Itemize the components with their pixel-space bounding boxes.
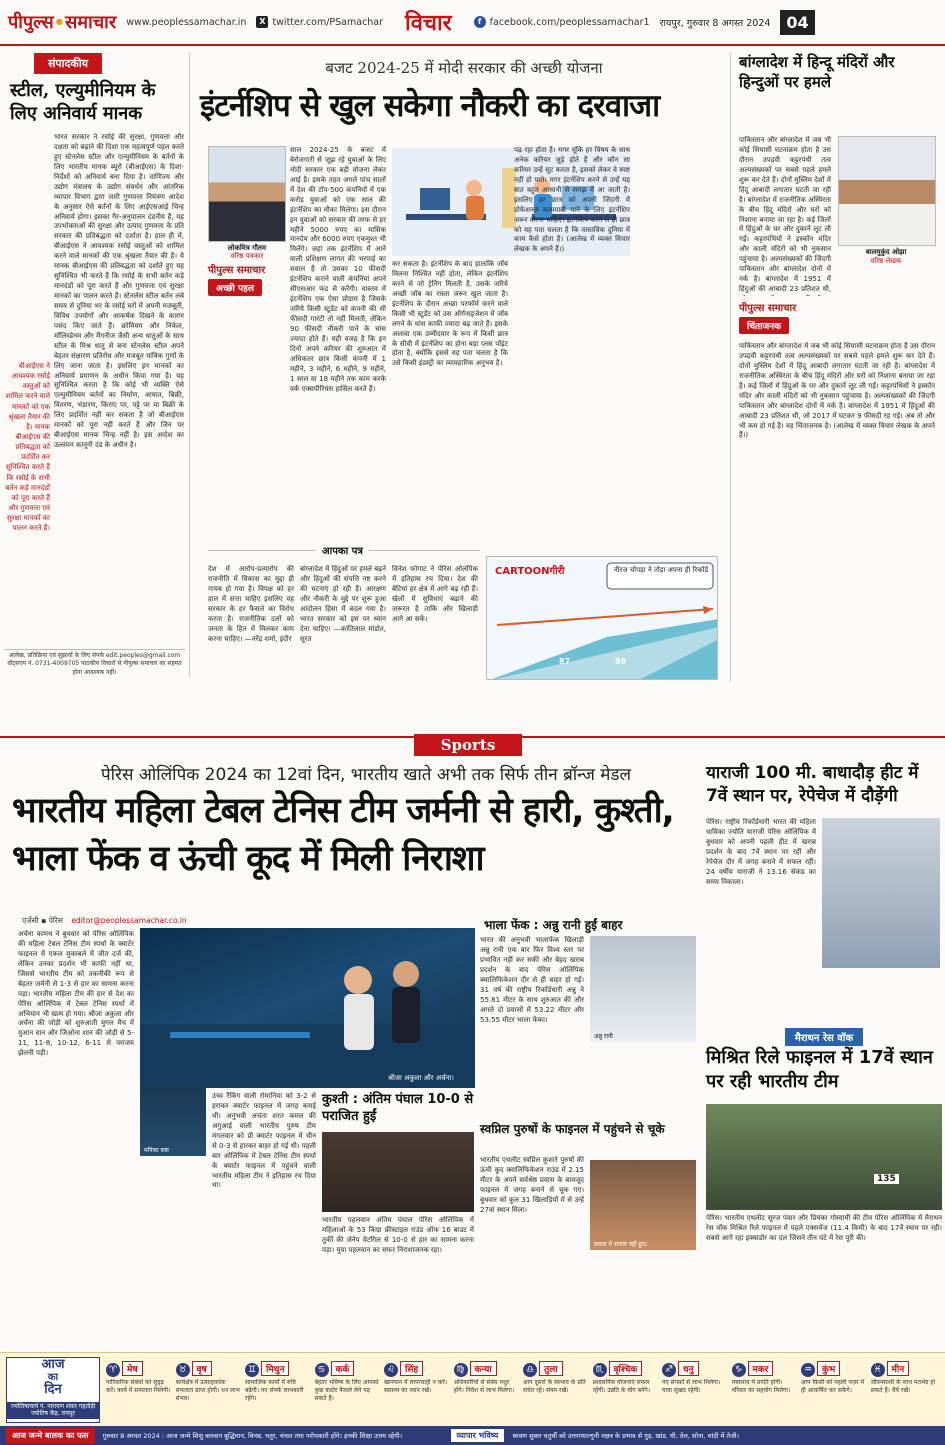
cartoon-lane-87: 87 xyxy=(559,657,571,666)
footer-bar xyxy=(0,1426,945,1445)
yaraji-photo xyxy=(822,818,940,968)
sign-prediction: व्यवसाय में प्रगति होगी। परिवार का सहयोग मिलेगा। xyxy=(731,1379,791,1394)
sign-name: तुला xyxy=(539,1361,563,1376)
bangladesh-column xyxy=(730,52,938,682)
sign-name: कन्या xyxy=(470,1361,497,1376)
sign-name: कुंभ xyxy=(817,1361,840,1376)
birth-fruit-text: गुरुवार 8 अगस्त 2024 : आज जन्मे शिशु बलवान बुद्धिमान, विनम्र, चतुर, चंचल तथा परोपकारी होंगे। इनकी शिक्षा उत्तम रहेगी। xyxy=(102,1432,403,1440)
facebook-link[interactable] xyxy=(474,16,650,28)
dateline: रायपुर, गुरुवार 8 अगस्त 2024 xyxy=(659,17,771,29)
horoscope-sign xyxy=(245,1357,311,1423)
editorial-body xyxy=(4,133,184,633)
table-tennis-photo xyxy=(140,928,475,1088)
author-role: वरिष्ठ पत्रकार xyxy=(230,252,264,260)
horoscope-title-2: का xyxy=(47,1372,59,1384)
feature-col-1: साल 2024-25 के बजट में बेरोजगारी से जूझ रहे युवाओं के लिए मोदी सरकार एक बड़ी योजना लेकर आई है। इसके तहत अगले पांच सालों में देश की टॉप-500 कंपनियों में एक करोड़ युवाओं को एक साल की इंटर्नशिप का मौका मिलेगा। इस दौरान इन युवाओं को सरकार की तरफ से हर महीने 5000 रुपए का मासिक मानदेय और 6000 रुपए एकमुश्त भी मिलेंगे। जहां तक इंटर्नशिप में आने वाली प्रशिक्षण लागत की भरपाई का सवाल है तो उसका 10 फीसदी इंटर्नशिप कराने वाली कंपनियां अपने सीएसआर फंड से करेंगी। वास्तव में इंटर्नशिप एक ऐसा प्रोग्राम है जिसके जरिये किसी स्टूडेंट को कंपनी की सी फीसदी गारंटी तो नहीं मिलती, लेकिन 90 फीसदी नौकरी पाने के चांस ज्यादा होते हैं। यही वजह है कि इन दिनों अपने करियर की शुरुआत में अधिकतर छात्र किसी कंपनी में 1 महीने, 3 महीने, 6 महीने, 9 महीने, 1 साल या 18 महीने तक काम करके वर्क एक्सपीरियंस हासिल करते हैं। xyxy=(290,146,386,393)
editorial-pull-quote: बीआईएस ने आवश्यक रसोई वस्तुओं को शामिल करने वाले मानकों को एक श्रृंखला तैयार की है। मानक बीआईएस की प्रतिबद्धता को प्रदर्शित कर सुनिश्चित करते हैं कि रसोई के सभी बर्तन कड़े मानदंडों को पूरा करते हैं और गुणवत्ता एवं सुरक्षा मानकों का पालन करते हैं। xyxy=(5,362,50,533)
letter-1: देश में आरोप-प्रत्यारोप की राजनीति में विकास का मुद्दा ही गायब हो गया है। विपक्ष को हर हाल में सत्ता चाहिए इसलिए वह सरकार के हर फैसले का विरोध करता है। राजनीतिक दलों को जनता के हित में मिलकर काम करना चाहिए। —नरेंद्र शर्मा, इंदौर xyxy=(208,565,294,643)
horoscope-sign xyxy=(801,1357,867,1423)
sports-email[interactable]: editor@peoplessamachar.co.in xyxy=(71,916,187,925)
letter-3: विनेश फोगाट ने पेरिस ओलंपिक में इतिहास रच दिया। देश की बेटियां हर क्षेत्र में आगे बढ़ रही हैं। खेलों में सुविधाएं बढ़ाने की जरूरत है ताकि और खिलाड़ी आगे आ सकें। xyxy=(392,565,478,623)
vyapar-tag: व्यापार भविष्य xyxy=(451,1429,505,1442)
horoscope-sign xyxy=(315,1357,381,1423)
sign-prediction: अधिकारियों से संबंध मधुर होंगे। निवेश से लाभ मिलेगा। xyxy=(453,1379,515,1394)
zodiac-icon: ♒ xyxy=(801,1363,815,1377)
x-icon: X xyxy=(256,16,268,28)
editorial-footer: आलेख, प्रतिक्रिया एवं सुझावों के लिए संपर्क edit.peoples@gmail.com वॉट्सएप नं. 0731-4009705 पाठकीय विचारों से पीपुल्स समाचार का सहमत होना आवश्यक नहीं। xyxy=(4,649,185,677)
zodiac-icon: ♏ xyxy=(593,1363,607,1377)
feature-col-2: कर सकता है। इंटर्नशिप के बाद हालांकि जॉब मिलना निश्चित नहीं होता, लेकिन इंटर्नशिप करने से जो ट्रेनिंग मिलती है, उसके जरिये अच्छी जॉब का रास्ता जरूर खुल जाता है। इंटर्नशिप के दौरान अच्छा परफॉर्म करने वाले किसी भी स्टूडेंट को उस ऑर्गनाइजेशन में जॉब लगने के चांस काफी ज्यादा बढ़ जाते हैं। इसके अलावा एक उम्मीदवार के रूप में किसी छात्र के सीवी में इंटर्नशिप का होना बड़ा प्लस पॉइंट होता है, क्योंकि इससे यह पता चलता है कि उसे किसी इंडस्ट्री का व्यावहारिक अनुभव है। xyxy=(392,260,508,368)
photo-caption-1: श्रीजा अकुला और अर्चना। xyxy=(388,1074,454,1082)
feature-kicker: बजट 2024-25 में मोदी सरकार की अच्छी योजना xyxy=(325,59,603,77)
editorial-headline: स्टील, एल्युमीनियम के लिए अनिवार्य मानक xyxy=(10,80,156,124)
horoscope-sign xyxy=(593,1357,659,1423)
sports-agency: एजेंसी ▪ पेरिस xyxy=(22,916,63,925)
sign-prediction: आप दूसरों के स्वभाव के प्रति सचेत रहें। संयम रखें। xyxy=(523,1379,586,1394)
bangladesh-author-name: बालमुकुंद ओझा xyxy=(865,248,907,256)
table-tennis-svg xyxy=(140,928,475,1088)
feature-col-3: पढ़ रहा होता है। मगर चूंकि हर विषय के साथ अनेक करियर जुड़े होते हैं और कौन सा करियर उन्हें सूट करता है, इसको लेकर वे स्पष्ट नहीं हो पाते। मगर इंटर्नशिप करने से उन्हें यह बात बहुत आसानी से समझ में आ जाती है। इसलिए हर छात्र को अपनी जिंदगी में प्रोफेशनल कामयाबी पाने के लिए इंटर्नशिप जरूर करना चाहिए। इंटर्नशिप करने से ही छात्र को यह पता चलता है कि वास्तविक दुनिया में काम कैसे होता है। (आलेख में व्यक्त विचार लेखक के अपने हैं।) xyxy=(514,146,630,254)
zodiac-icon: ♓ xyxy=(871,1363,885,1377)
bangladesh-intro: पाकिस्तान और बांग्लादेश में जब भी कोई सियासी घटनाक्रम होता है उस दौरान उपद्रवी कट्टरपंथी तत्व अल्पसंख्यकों पर सबसे पहले हमले शुरू कर देते हैं। दोनों मुस्लिम देशों में हिंदू आबादी लगातार घटती जा रही है। बांग्लादेश में राजनीतिक अस्थिरता के बीच हिंदू मंदिरों और घरों को निशाना बनाया जा रहा है। कई जिलों में हिंदुओं के घर और दुकानें लूट ली गईं। कट्टरपंथियों ने इस्कॉन मंदिर और काली मंदिरों को भी नुकसान पहुंचाया है। अल्पसंख्यकों की जिंदगी पाकिस्तान और बांग्लादेश दोनों में नर्क है। बांग्लादेश में 1951 में हिंदुओं की आबादी 23 प्रतिशत थी, xyxy=(739,136,831,294)
sign-prediction: प्रशासनिक योजनाएं सफल रहेंगी। उन्नति के योग बनेंगे। xyxy=(592,1379,651,1394)
horoscope-sign xyxy=(523,1357,589,1423)
twitter-link[interactable] xyxy=(256,16,383,28)
zodiac-icon: ♋ xyxy=(315,1363,329,1377)
sign-prediction: बेहतर भविष्य के लिए आपको कुछ कठोर फैसले लेने पड़ सकते हैं। xyxy=(314,1379,379,1402)
horoscope-sign xyxy=(662,1357,728,1423)
marathon-headline: मिश्रित रिले फाइनल में 17वें स्थान पर रही भारतीय टीम xyxy=(706,1047,933,1093)
sign-name: मेष xyxy=(122,1361,143,1376)
bangladesh-author-photo xyxy=(838,136,936,246)
zodiac-icon: ♊ xyxy=(245,1363,259,1377)
zodiac-icon: ♑ xyxy=(732,1363,746,1377)
javelin-headline: भाला फेंक : अन्नु रानी हुईं बाहर xyxy=(484,918,623,932)
sign-prediction: नए संपर्कों से लाभ मिलेगा। यात्रा सुखद रहेगी। xyxy=(662,1379,721,1394)
vyapar-text: श्रावण शुक्ल चतुर्थी को उत्तराफाल्गुनी नक्षत्र के प्रभाव से गुड़, खांड, घी, तेल, सोना, चांदी में तेजी। xyxy=(512,1432,740,1440)
brand-dot: • xyxy=(53,12,66,33)
sports-col-2: उच्च रैंकिंग वाली रोमानिया को 3-2 से हराकर क्वार्टर फाइनल में जगह बनाई थी। अनुभवी अचंता शरत कमल की अगुआई वाली भारतीय पुरुष टीम मंगलवार को प्री क्वार्टर फाइनल में चीन से 0-3 से हारकर बाहर हो गई थी। पहली बार ओलिंपिक में टेबल टेनिस टीम स्पर्धा के क्वार्टर फाइनल में पहुंचने वाली भारतीय महिला टीम ने इतिहास रच दिया था। xyxy=(212,1092,316,1190)
sign-name: मिथुन xyxy=(261,1361,289,1376)
marathon-photo xyxy=(706,1104,942,1210)
sign-prediction: पारिवारिक संबंधों को सुदृढ़ करें। कार्य में सफलता मिलेगी। xyxy=(106,1379,171,1394)
horoscope-sign xyxy=(871,1357,937,1423)
zodiac-icon: ♍ xyxy=(454,1363,468,1377)
bangladesh-logo xyxy=(739,300,835,334)
feature-logo xyxy=(208,262,286,296)
horoscope-sign xyxy=(454,1357,520,1423)
masthead xyxy=(0,0,945,46)
wrestling-body: भारतीय पहलवान अंतिम पंघाल पेरिस ओलिंपिक में महिलाओं के 53 किग्रा फ्रीस्टाइल राउंड ऑफ 16 बाउट में तुर्की की जेनेप येटगिल से 10-0 से हार का सामना करना पड़ा। युवा पहलवान का सफर निराशाजनक रहा। xyxy=(322,1216,474,1254)
zodiac-icon: ♐ xyxy=(662,1363,676,1377)
facebook-text[interactable]: facebook.com/peoplessamachar1 xyxy=(489,16,650,28)
bangladesh-author-role: वरिष्ठ लेखक xyxy=(870,257,902,265)
horoscope-sign xyxy=(106,1357,172,1423)
author-photo xyxy=(208,146,286,242)
website-link[interactable] xyxy=(126,17,246,28)
editorial-text: भारत सरकार ने रसोई की सुरक्षा, गुणवत्ता और दक्षता को बढ़ाने की दिशा एक महत्वपूर्ण पहल करते हुए स्टेनलेस स्टील और एल्युमीनियम के बर्तनों के लिए भारतीय मानक ब्यूरो (बीआईएस) के दिशा-निर्देशों को अनिवार्य बना दिया है। वाणिज्य और उद्योग मंत्रालय के उद्योग संवर्धन और आंतरिक व्यापार विभाग द्वारा जारी गुणवत्ता नियंत्रण आदेश के अनुसार ऐसे बर्तनों के लिए आईएसआई चिन्ह अनिवार्य होगा। इसका गैर-अनुपालन दंडनीय है, यह उपभोक्ताओं की सुरक्षा और उत्पाद गुणवत्ता के प्रति सरकार की प्रतिबद्धता को दर्शाता है। हाल ही में, बीआईएस ने आवश्यक रसोई वस्तुओं को शामिल करने वाले मानकों की एक श्रृंखला तैयार की है। ये मानक बीआईएस की प्रतिबद्धता को दर्शाते हुए यह सुनिश्चित भी करते हैं कि रसोई के सभी बर्तन कड़े मानदंडों को पूरा करते हैं और गुणवत्ता एवं सुरक्षा मानकों का पालन करते हैं। स्टेनलेस स्टील बर्तन लंबे समय से दुनिया भर के रसोई घरों में अपनी मजबूती, विविध उपयोगों और आकर्षक दिखने के कारण पसंद किए जाते हैं। क्रोमियम और निकेल, मॉलिब्डेनम और मैंगनीज जैसी अन्य धातुओं के साथ स्टील के मिश्र धातु से बना स्टेनलेस स्टील अपने बेहतर संक्षारण प्रतिरोध और मजबूत यांत्रिक गुणों के लिए जाना जाता है। इसलिए इन मानकों का अनिवार्य प्रमाणन के अधीन किया गया है। यह सुनिश्चित करता है कि कोई भी व्यक्ति ऐसे एल्युमीनियम बर्तनों का निर्माण, आयात, बिक्री, वितरण, भंडारण, किराए पर, पट्टे पर या बिक्री के लिए प्रदर्शित नहीं कर सकता है जो बीआईएस मानकों को पूरा नहीं करते हैं और जिन पर बीआईएस मानक चिन्ह नहीं है। इस आदेश का उल्लंघन कानूनी दंड के अधीन है। xyxy=(54,133,184,450)
sign-name: मीन xyxy=(887,1361,910,1376)
yaraji-story xyxy=(706,762,942,1242)
horoscope-sign xyxy=(176,1357,242,1423)
cartoon-lane-89: 89 xyxy=(615,657,627,666)
javelin-photo xyxy=(590,936,696,1042)
marathon-body: पेरिस। भारतीय एथलीट सूरज पंवार और प्रियंका गोस्वामी की टीम पेरिस ओलिंपिक में मैराथन रेस वॉक मिश्रित रिले फाइनल में पहले एक्सचेंज (11.4 किमी) के बाद 17वें स्थान पर रही। सबसे आगे रहा इक्वाडोर का दल जिसने तीन घंटे में रेस पूरी की। xyxy=(706,1214,942,1242)
horoscope-title-box xyxy=(6,1357,100,1423)
sign-name: मकर xyxy=(748,1361,774,1376)
birth-fruit-tag: आज जन्मे बालक का फल xyxy=(6,1428,95,1443)
yaraji-body: पेरिस। राष्ट्रीय रिकॉर्डधारी भारत की महिला धाविका ज्योति याराजी पेरिस ओलिंपिक में बुधवार को अपनी पहली हीट में खराब प्रदर्शन के बाद 7वें स्थान पर रहीं और रेपेचेज दौर में जगह बनाने में सफल रहीं। 24 वर्षीय याराजी ने 13.16 सेकंड का समय निकाला। xyxy=(706,818,816,886)
sign-name: धनु xyxy=(678,1361,699,1376)
horoscope-title-3: दिन xyxy=(44,1382,62,1398)
section-title: विचार xyxy=(405,10,452,36)
sign-name: सिंह xyxy=(400,1361,423,1376)
zodiac-icon: ♌ xyxy=(384,1363,398,1377)
website-text[interactable]: www.peoplessamachar.in xyxy=(126,16,247,28)
sports-kicker: पेरिस ओलिंपिक 2024 का 12वां दिन, भारतीय खाते अभी तक सिर्फ तीन ब्रॉन्ज मेडल xyxy=(100,765,632,785)
photo-caption-4: अन्नु रानी xyxy=(594,1033,613,1040)
bangladesh-pill: चिंताजनक xyxy=(739,317,789,334)
horoscope-title-1: आज xyxy=(41,1357,65,1372)
feature-pill: अच्छी पहल xyxy=(208,279,262,296)
photo-caption-2: मनिका बत्रा xyxy=(144,1147,169,1154)
cartoon-bubble: नीरज चोपड़ा ने तोड़ा अपना ही रिकॉर्ड xyxy=(613,566,709,574)
manika-photo xyxy=(140,1084,206,1156)
highjump-body: भारतीय एथलीट स्वप्निल कुशारे पुरुषों की ऊंची कूद क्वालिफिकेशन राउंड में 2.15 मीटर के अपने सर्वश्रेष्ठ प्रयास के बावजूद फाइनल में जगह बनाने से चूक गए। बुधवार को कुल 31 खिलाड़ियों में से उन्हें 27वां स्थान मिला। xyxy=(480,1156,584,1214)
highjump-headline: स्वप्निल पुरुषों के फाइनल में पहुंचने से चूके xyxy=(480,1122,665,1136)
sign-name: वृष xyxy=(192,1361,212,1376)
sports-headline: भारतीय महिला टेबल टेनिस टीम जर्मनी से हारी, कुश्ती, भाला फेंक व ऊंची कूद में मिली निराशा xyxy=(12,791,674,879)
letter-2: बांग्लादेश में हिंदुओं पर हमले बढ़ने और हिंदुओं की संपत्ति नष्ट करने की घटनाएं हो रही हैं। आरक्षण और नौकरी के मुद्दे पर शुरू हुआ आंदोलन हिंसा में बदल गया है। भारत सरकार को इस पर ध्यान देना चाहिए। —कांतिलाल मांडोत, सूरत xyxy=(300,565,386,643)
feature-logo-text: पीपुल्स समाचार xyxy=(208,265,266,276)
facebook-icon: f xyxy=(474,16,486,28)
editorial-tag: संपादकीय xyxy=(34,53,102,74)
marathon-tag: मैराथन रेस वॉक xyxy=(785,1028,863,1046)
zodiac-icon: ♈ xyxy=(106,1363,120,1377)
astrologer-name: ज्योतिषाचार्य पं. नारायण शंकर गहतोड़ी ज्योतिष केंद्र, रायपुर xyxy=(7,1402,99,1420)
zodiac-icon: ♉ xyxy=(176,1363,190,1377)
letters-tag: आपका पत्र xyxy=(316,543,369,557)
horoscope-strip xyxy=(0,1352,945,1426)
horoscope-sign xyxy=(732,1357,798,1423)
highjump-photo xyxy=(590,1160,696,1250)
cartoon-panel xyxy=(486,556,718,680)
brand-name: पीपुल्स xyxy=(8,12,54,33)
sign-prediction: जीवनसाथी के साथ मतभेद हो सकते हैं। धैर्य रखें। xyxy=(870,1379,936,1394)
sign-name: वृश्चिक xyxy=(609,1361,643,1376)
feature-headline: इंटर्नशिप से खुल सकेगा नौकरी का दरवाजा xyxy=(200,88,660,124)
sports-byline xyxy=(22,916,187,926)
bangladesh-logo-text: पीपुल्स समाचार xyxy=(739,303,797,314)
horoscope-sign xyxy=(384,1357,450,1423)
javelin-body: भारत की अनुभवी भालाफेंक खिलाड़ी अन्नु रानी एक बार फिर विश्व स्तर पर प्रभावित नहीं कर सकीं और बेहद खराब प्रदर्शन के बाद पेरिस ओलिंपिक क्वालिफिकेशन दौर से ही बाहर हो गईं। 31 वर्ष की राष्ट्रीय रिकॉर्डधारी अन्नु ने 55.81 मीटर के साथ शुरुआत की और अगले दो प्रयासों में 53.22 मीटर और 53.55 मीटर भाला फेंका। xyxy=(480,936,584,1024)
sign-prediction: सामाजिक कार्यों में रुचि बढ़ेगी। नए संपर्क लाभकारी रहेंगे। xyxy=(245,1379,304,1402)
author-name: लोकमित्र गौतम xyxy=(227,244,267,252)
brand-logo xyxy=(8,10,116,34)
sign-name: कर्क xyxy=(331,1361,355,1376)
wrestling-headline: कुश्ती : अंतिम पंघाल 10-0 से पराजित हुईं xyxy=(322,1092,474,1124)
sports-col-1: अर्चना कामथ ने बुधवार को पेरिस ओलिंपिक की महिला टेबल टेनिस टीम स्पर्धा के क्वार्टर फाइनल में एकल मुकाबले में जीत दर्ज की, लेकिन उनका प्रदर्शन भी काफी नहीं था, जिससे भारतीय टीम को तकनीकी रूप से बेहतर जर्मनी से 1-3 से हार का सामना करना पड़ा। भारतीय महिला टीम की हार से देश का पेरिस ओलिंपिक में टेबल टेनिस स्पर्धा में अभियान भी खत्म हो गया। श्रीजा अकुला और अर्चना की जोड़ी को शुरुआती युगल मैच में युआन वान और जिओना शान की जोड़ी से 5-11, 11-8, 10-12, 6-11 से पराजय झेलनी पड़ी। xyxy=(18,930,134,1058)
yaraji-headline: याराजी 100 मी. बाधादौड़ हीट में 7वें स्थान पर, रेपेचेज में दौड़ेंगी xyxy=(706,763,919,806)
sign-prediction: आप किसी को पहली नज़र में ही आकर्षित कर सकेंगे। xyxy=(801,1379,865,1394)
editorial-column xyxy=(4,52,190,677)
page-number: 04 xyxy=(780,10,814,35)
twitter-text[interactable]: twitter.com/PSamachar xyxy=(272,16,384,28)
marathon-bib: 135 xyxy=(874,1174,899,1184)
bangladesh-body: पाकिस्तान और बांग्लादेश में जब भी कोई सियासी घटनाक्रम होता है उस दौरान उपद्रवी कट्टरपंथी तत्व अल्पसंख्यकों पर सबसे पहले हमले शुरू कर देते हैं। दोनों मुस्लिम देशों में हिंदू आबादी लगातार घटती जा रही है। बांग्लादेश में राजनीतिक अस्थिरता के बीच हिंदू मंदिरों और घरों को निशाना बनाया जा रहा है। कई जिलों में हिंदुओं के घर और दुकानें लूट ली गईं। कट्टरपंथियों ने इस्कॉन मंदिर और काली मंदिरों को भी नुकसान पहुंचाया है। अल्पसंख्यकों की जिंदगी पाकिस्तान और बांग्लादेश दोनों में नर्क है। बांग्लादेश में 1951 में हिंदुओं की आबादी 23 प्रतिशत थी, जो 2017 में घटकर 9 फीसदी रह गई। अब तो और भी कम हो गई है। यह चिंताजनक है। (आलेख में व्यक्त विचार लेखक के अपने हैं।) xyxy=(739,342,935,440)
photo-caption-3: प्रयास में सफल नहीं हुए। xyxy=(594,1241,648,1248)
marathon-tag-wrap xyxy=(706,1026,942,1046)
sign-prediction: कार्यक्षेत्र में उत्साहवर्धक सफलता प्राप्त होगी। धन लाभ संभव। xyxy=(175,1379,240,1402)
cartoon-title: CARTOONगीरी xyxy=(495,566,565,577)
sign-prediction: खानपान में लापरवाही न करें। स्वास्थ्य का ध्यान रखें। xyxy=(384,1379,448,1394)
zodiac-icon: ♎ xyxy=(523,1363,537,1377)
sports-tag: Sports xyxy=(414,734,522,756)
wrestling-photo xyxy=(322,1132,474,1212)
letters-section xyxy=(208,546,480,680)
bangladesh-headline: बांग्लादेश में हिन्दू मंदिरों और हिन्दुओं पर हमले xyxy=(739,53,895,92)
brand-tail: समाचार xyxy=(65,12,117,33)
